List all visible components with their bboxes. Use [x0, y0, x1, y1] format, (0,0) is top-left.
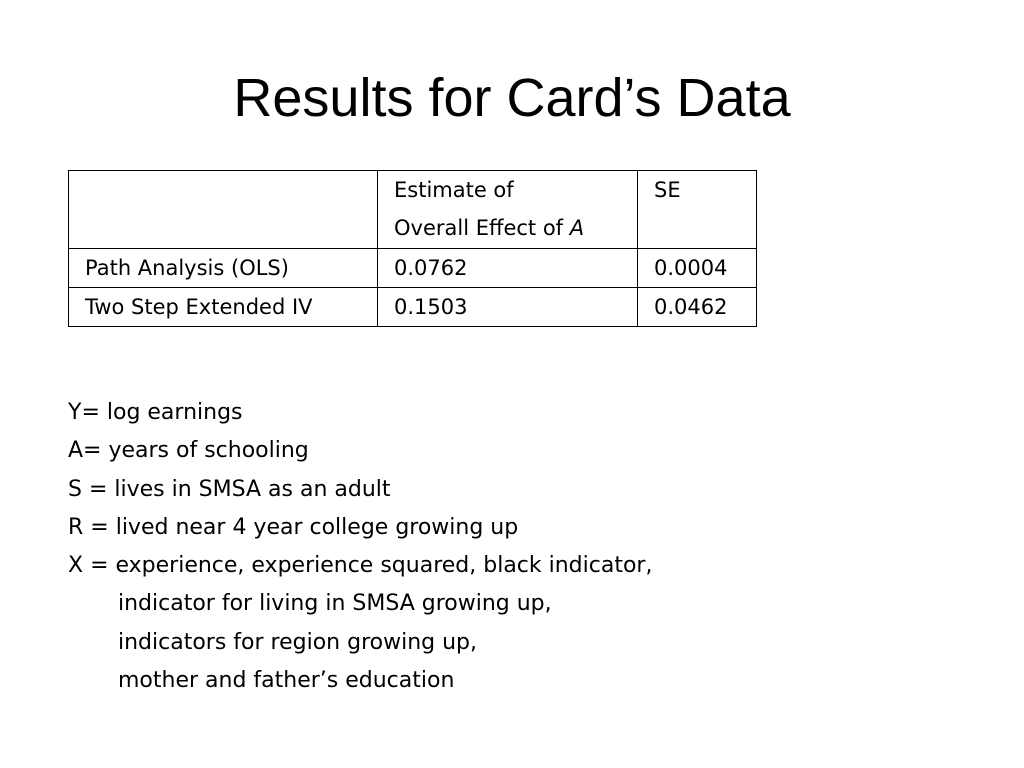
header-cell-estimate [378, 171, 638, 249]
results-table [68, 170, 757, 327]
header-estimate-line2-text: Overall Effect of [394, 216, 570, 240]
header-estimate-line1: Estimate of [394, 178, 514, 202]
definition-r: R = lived near 4 year college growing up [68, 514, 519, 540]
definition-y: Y= log earnings [68, 400, 243, 425]
definition-a: A= years of schooling [68, 438, 309, 464]
row-se-cell: 0.0462 [638, 288, 757, 327]
header-estimate-line2 [394, 209, 623, 247]
variable-definitions [68, 394, 652, 700]
table-row [69, 249, 757, 288]
header-cell-se: SE [638, 171, 757, 249]
definition-x-continued: indicator for living in SMSA growing up, [118, 591, 552, 617]
definition-x-continued: indicators for region growing up, [118, 629, 478, 655]
definition-x-continued: mother and father’s education [118, 668, 455, 694]
header-estimate-italic-a: A [569, 216, 585, 240]
row-estimate-cell: 0.0762 [378, 249, 638, 288]
slide-title: Results for Card’s Data [233, 68, 791, 128]
row-estimate-cell: 0.1503 [378, 288, 638, 327]
header-cell-empty [69, 171, 378, 249]
row-method-cell: Two Step Extended IV [69, 288, 378, 327]
table-header-row [69, 171, 757, 249]
definition-x: X = experience, experience squared, black indicator, [68, 553, 653, 579]
row-se-cell: 0.0004 [638, 249, 757, 288]
table-row [69, 288, 757, 327]
row-method-cell: Path Analysis (OLS) [69, 249, 378, 288]
definition-s: S = lives in SMSA as an adult [68, 476, 391, 502]
